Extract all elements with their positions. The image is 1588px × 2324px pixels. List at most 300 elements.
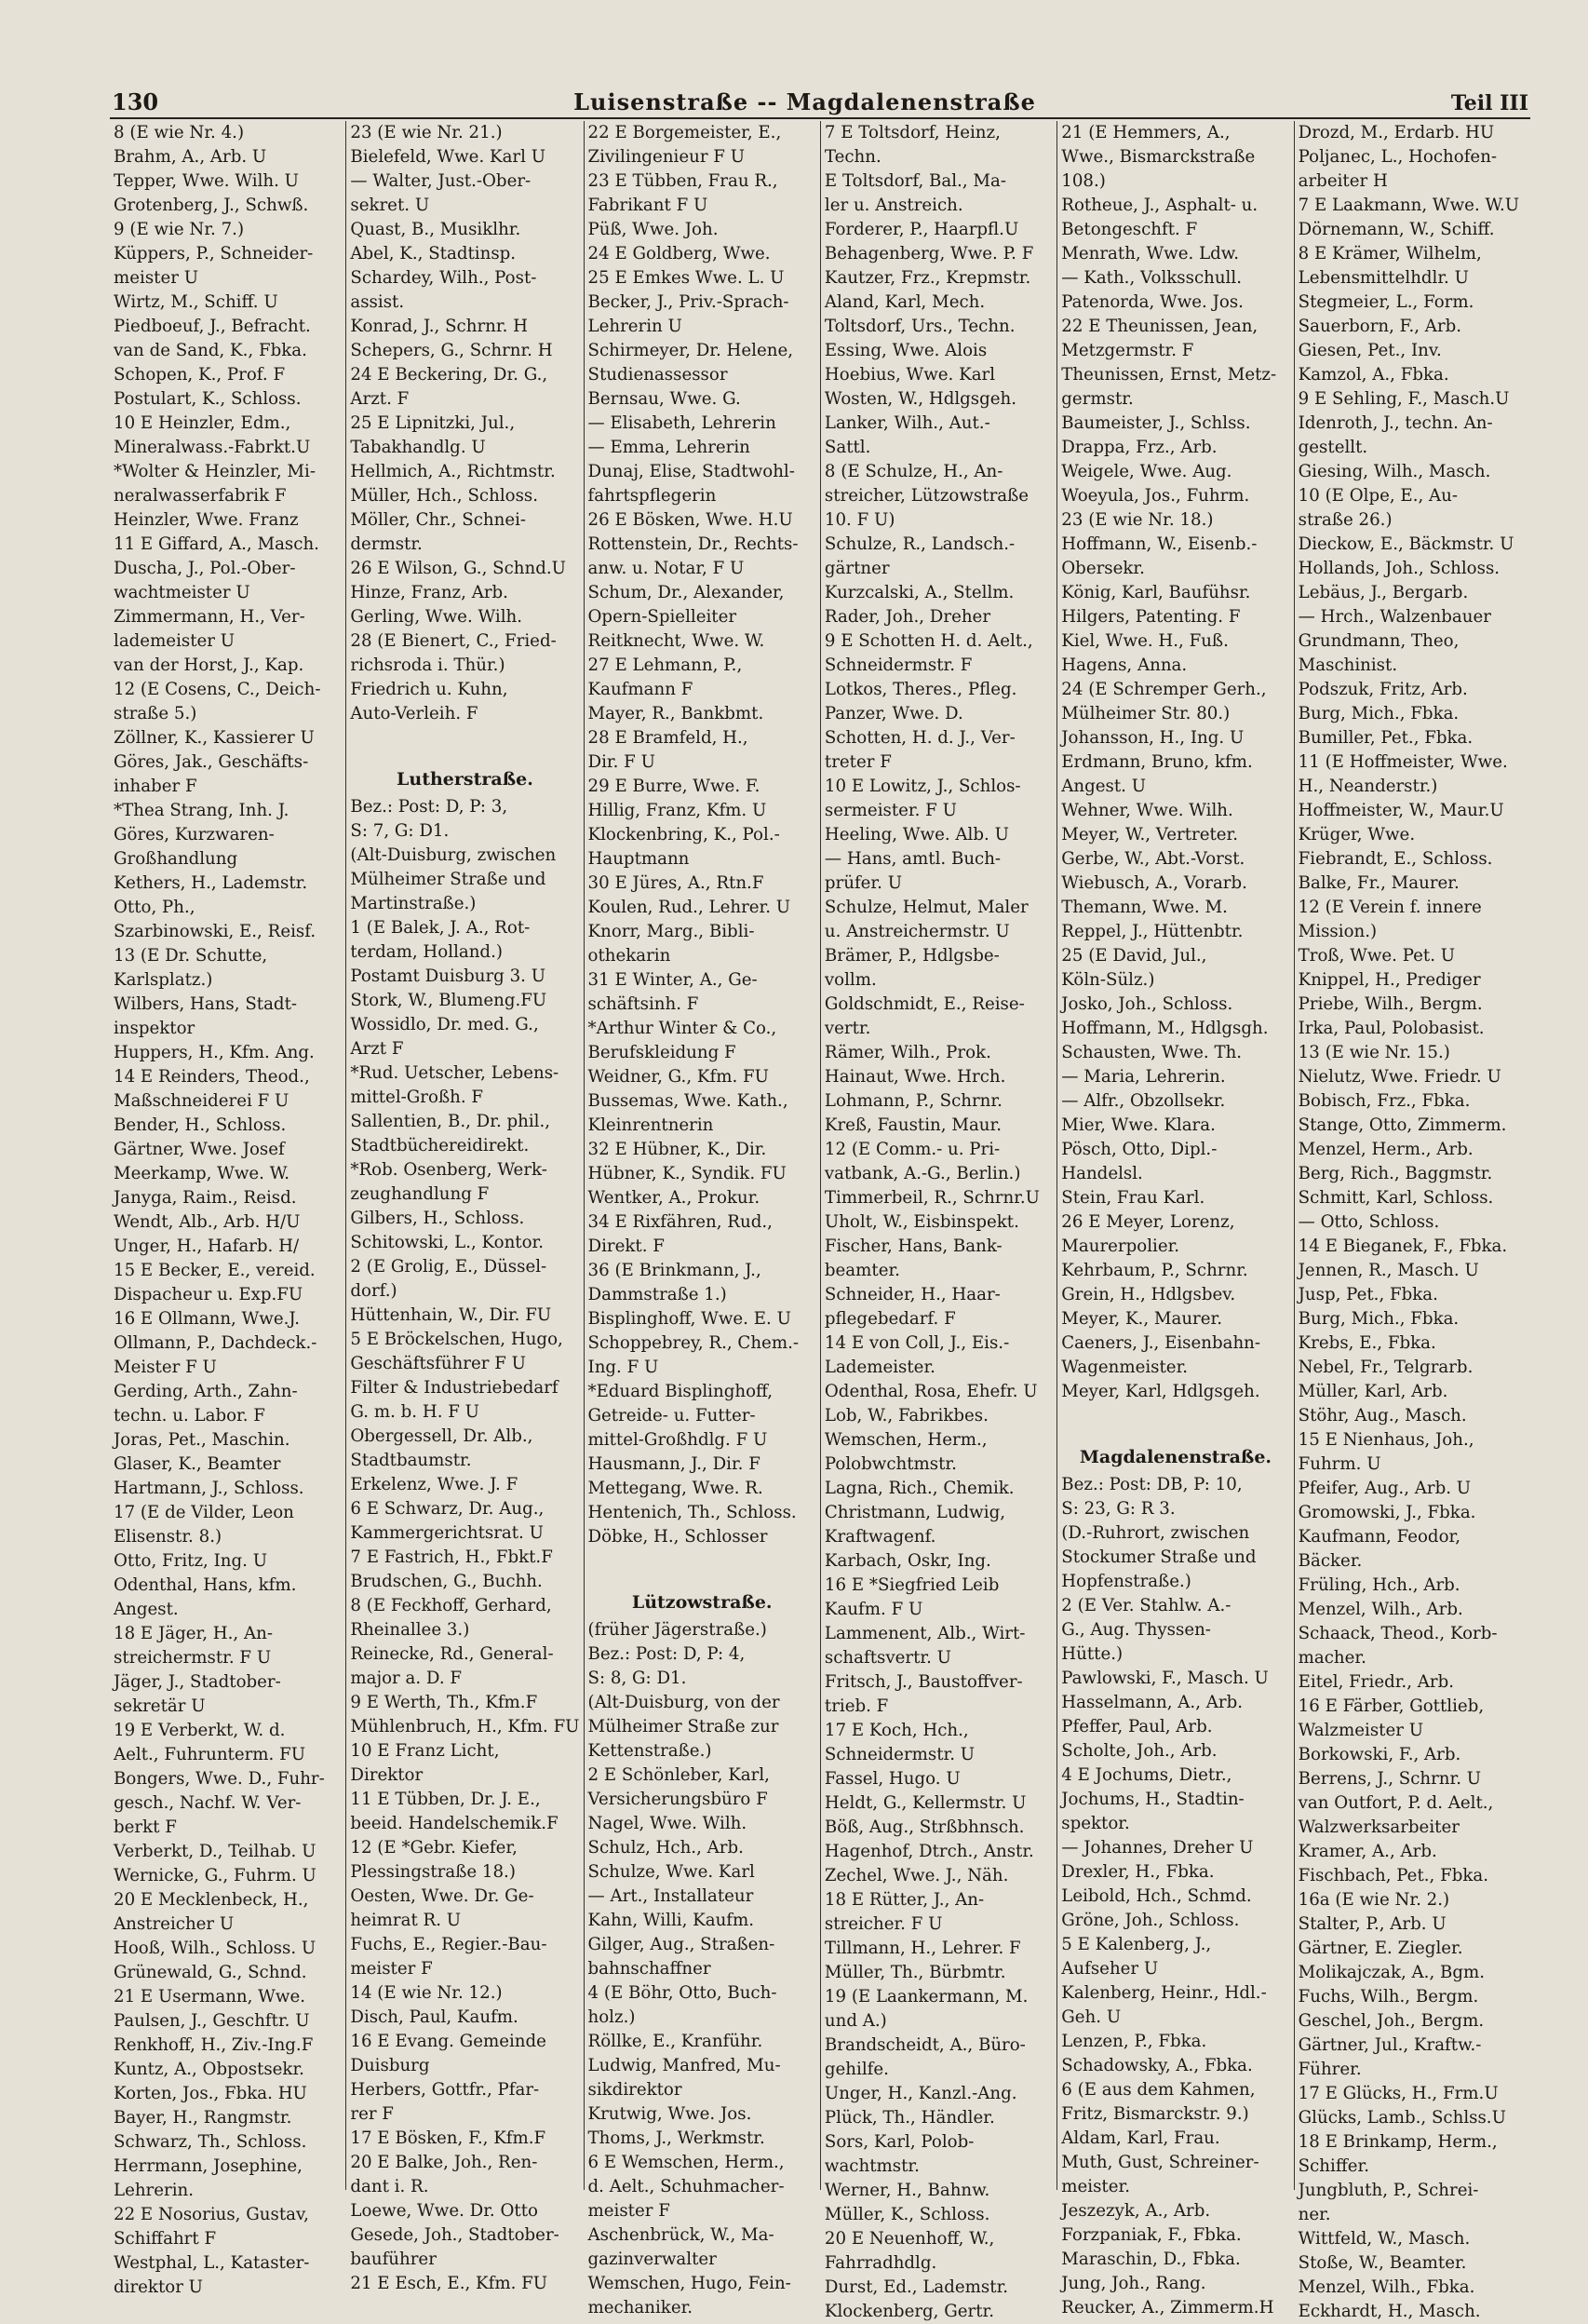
directory-entry: Bussemas, Wwe. Kath., xyxy=(587,1091,788,1111)
directory-entry: Postulart, K., Schloss. xyxy=(114,389,302,409)
directory-entry: d. Aelt., Schuhmacher- xyxy=(587,2177,785,2196)
directory-entry: Grotenberg, J., Schwß. xyxy=(114,196,309,215)
directory-entry: Gärtner, Jul., Kraftw.- xyxy=(1298,2035,1482,2055)
directory-entry: Kraftwagenf. xyxy=(824,1527,936,1547)
directory-entry: Hoebius, Wwe. Karl xyxy=(824,365,996,385)
directory-entry: Hollands, Joh., Schloss. xyxy=(1298,559,1501,578)
directory-entry: Fritz, Bismarckstr. 9.) xyxy=(1061,2104,1249,2124)
directory-entry: spektor. xyxy=(1061,1814,1130,1833)
directory-entry: wachtmeister U xyxy=(114,583,250,602)
directory-entry: 26 E Wilson, G., Schnd.U xyxy=(350,559,566,578)
directory-entry: macher. xyxy=(1298,1648,1366,1668)
directory-entry: Mühlenbruch, H., Kfm. FU xyxy=(350,1717,580,1736)
directory-entry: Gerling, Wwe. Wilh. xyxy=(350,607,523,627)
directory-entry: Maurerpolier. xyxy=(1061,1236,1180,1256)
directory-entry: Opern-Spielleiter xyxy=(587,607,737,627)
directory-entry: Hagenhof, Dtrch., Anstr. xyxy=(824,1842,1034,1861)
directory-entry: Hooß, Wilh., Schloss. U xyxy=(114,1939,316,1958)
directory-entry: 13 (E wie Nr. 15.) xyxy=(1298,1043,1450,1062)
directory-entry: othekarin xyxy=(587,946,671,966)
directory-entry: Themann, Wwe. M. xyxy=(1061,898,1228,917)
directory-entry: Gärtner, E. Ziegler. xyxy=(1298,1939,1463,1958)
directory-entry: Wiebusch, A., Vorarb. xyxy=(1061,873,1247,893)
directory-entry: 22 E Theunissen, Jean, xyxy=(1061,317,1258,336)
directory-entry: Ollmann, P., Dachdeck.- xyxy=(114,1333,317,1353)
directory-entry: *Wolter & Heinzler, Mi- xyxy=(114,462,316,481)
directory-entry: Plück, Th., Händler. xyxy=(824,2108,995,2128)
directory-entry: 4 E Jochums, Dietr., xyxy=(1061,1765,1232,1785)
directory-entry: Quast, B., Musiklhr. xyxy=(350,220,521,239)
directory-entry: sikdirektor xyxy=(587,2080,682,2100)
directory-entry: Molikajczak, A., Bgm. xyxy=(1298,1963,1486,1982)
directory-entry: 12 (E Verein f. innere xyxy=(1298,898,1482,917)
directory-entry: Betongeschft. F xyxy=(1061,220,1198,239)
directory-entry: 6 E Schwarz, Dr. Aug., xyxy=(350,1499,545,1519)
directory-entry: (früher Jägerstraße.) xyxy=(587,1620,767,1640)
directory-entry: Anstreicher U xyxy=(114,1914,235,1934)
directory-entry: 13 (E Dr. Schutte, xyxy=(114,946,268,966)
directory-entry: 19 E Verberkt, W. d. xyxy=(114,1721,286,1740)
directory-entry: 17 E Glücks, H., Frm.U xyxy=(1298,2084,1499,2103)
directory-entry: Weidner, G., Kfm. FU xyxy=(587,1067,769,1087)
directory-entry: sekret. U xyxy=(350,196,430,215)
directory-entry: gazinverwalter xyxy=(587,2250,717,2269)
directory-entry: Hentenich, Th., Schloss. xyxy=(587,1503,797,1522)
directory-entry: Fritsch, J., Baustoffver- xyxy=(824,1672,1023,1692)
directory-entry: 31 E Winter, A., Ge- xyxy=(587,970,758,990)
directory-entry: Eckhardt, H., Masch. xyxy=(1298,2302,1481,2321)
directory-entry: Weigele, Wwe. Aug. xyxy=(1061,462,1232,481)
directory-entry: Zöllner, K., Kassierer U xyxy=(114,728,315,748)
directory-entry: Meyer, Karl, Hdlgsgeh. xyxy=(1061,1382,1260,1401)
directory-entry: Wemschen, Hugo, Fein- xyxy=(587,2274,791,2293)
directory-entry: 22 E Nosorius, Gustav, xyxy=(114,2205,309,2224)
directory-entry: G. m. b. H. F U xyxy=(350,1402,479,1422)
directory-entry: gehilfe. xyxy=(824,2060,889,2079)
directory-entry: Arzt F xyxy=(350,1039,404,1059)
directory-entry: Brandscheidt, A., Büro- xyxy=(824,2035,1026,2055)
directory-entry: 26 E Meyer, Lorenz, xyxy=(1061,1212,1235,1232)
directory-entry: 12 (E Comm.- u. Pri- xyxy=(824,1140,1001,1159)
directory-entry: 4 (E Böhr, Otto, Buch- xyxy=(587,1983,777,2003)
directory-entry: beeid. Handelschemik.F xyxy=(350,1814,558,1833)
directory-entry: Werner, H., Bahnw. xyxy=(824,2181,990,2200)
directory-entry: rer F xyxy=(350,2104,394,2124)
directory-entry: 11 E Tübben, Dr. J. E., xyxy=(350,1790,541,1809)
directory-entry: Lehrerin. xyxy=(114,2181,195,2200)
directory-entry: 23 (E wie Nr. 21.) xyxy=(350,123,503,142)
directory-entry: Schopen, K., Prof. F xyxy=(114,365,286,385)
directory-entry: Balke, Fr., Maurer. xyxy=(1298,873,1460,893)
directory-entry: Schausten, Wwe. Th. xyxy=(1061,1043,1243,1062)
columns-container xyxy=(110,121,1530,2321)
directory-entry: Sallentien, B., Dr. phil., xyxy=(350,1112,551,1131)
directory-entry: Woeyula, Jos., Fuhrm. xyxy=(1061,486,1250,506)
directory-entry: Grein, H., Hdlgsbev. xyxy=(1061,1285,1236,1304)
directory-entry: vertr. xyxy=(824,1019,871,1038)
directory-entry: Lagna, Rich., Chemik. xyxy=(824,1479,1015,1498)
directory-entry: Odenthal, Rosa, Ehefr. U xyxy=(824,1382,1038,1401)
directory-entry: Disch, Paul, Kaufm. xyxy=(350,2007,518,2027)
directory-entry: 7 E Toltsdorf, Heinz, xyxy=(824,123,1001,142)
directory-entry: Drozd, M., Erdarb. HU xyxy=(1298,123,1495,142)
directory-entry: (D.-Ruhrort, zwischen xyxy=(1061,1523,1250,1543)
directory-entry: Schneidermstr. U xyxy=(824,1745,976,1764)
directory-entry: Bongers, Wwe. D., Fuhr- xyxy=(114,1769,325,1789)
directory-entry: Püß, Wwe. Joh. xyxy=(587,220,719,239)
directory-entry: Klockenbring, K., Pol.- xyxy=(587,825,780,844)
directory-entry: Hausmann, J., Dir. F xyxy=(587,1454,760,1474)
directory-entry: Nebel, Fr., Telgrarb. xyxy=(1298,1358,1474,1377)
directory-entry: Kaufmann, Feodor, xyxy=(1298,1527,1461,1547)
directory-entry: 5 E Bröckelschen, Hugo, xyxy=(350,1330,563,1349)
directory-entry: Schoppebrey, R., Chem.- xyxy=(587,1333,799,1353)
directory-entry: Röllke, E., Kranführ. xyxy=(587,2032,763,2051)
column-6 xyxy=(1295,121,1530,2321)
directory-entry: Thoms, J., Werkmstr. xyxy=(587,2128,765,2148)
directory-entry: Tepper, Wwe. Wilh. U xyxy=(114,171,299,191)
directory-entry: Maraschin, D., Fbka. xyxy=(1061,2250,1241,2269)
directory-entry: Menzel, Herm., Arb. xyxy=(1298,1140,1474,1159)
directory-entry: Berrens, J., Schrnr. U xyxy=(1298,1769,1482,1789)
directory-entry: Menrath, Wwe. Ldw. xyxy=(1061,244,1239,263)
directory-entry: Duisburg xyxy=(350,2056,430,2075)
directory-entry: techn. u. Labor. F xyxy=(114,1406,265,1425)
directory-entry: Hillig, Franz, Kfm. U xyxy=(587,801,767,820)
directory-entry: *Eduard Bisplinghoff, xyxy=(587,1382,774,1401)
directory-entry: Kaufmann F xyxy=(587,680,693,699)
directory-entry: Kehrbaum, P., Schrnr. xyxy=(1061,1261,1248,1280)
directory-entry: — Kath., Volksschull. xyxy=(1061,268,1242,288)
directory-entry: Burg, Mich., Fbka. xyxy=(1298,704,1460,723)
directory-entry: Kiel, Wwe. H., Fuß. xyxy=(1061,631,1229,651)
directory-entry: trieb. F xyxy=(824,1696,889,1716)
directory-entry: 7 E Fastrich, H., Fbkt.F xyxy=(350,1547,553,1567)
street-heading: Lutherstraße. xyxy=(397,769,533,790)
directory-entry: Göres, Jak., Geschäfts- xyxy=(114,752,309,772)
directory-entry: 10 (E Olpe, E., Au- xyxy=(1298,486,1459,506)
directory-entry: Paulsen, J., Geschftr. U xyxy=(114,2011,310,2031)
directory-entry: Stegmeier, L., Form. xyxy=(1298,292,1474,312)
directory-entry: Fischbach, Pet., Fbka. xyxy=(1298,1866,1489,1885)
directory-entry: vollm. xyxy=(824,970,877,990)
directory-entry: 16 E Evang. Gemeinde xyxy=(350,2032,546,2051)
directory-entry: Glaser, K., Beamter xyxy=(114,1454,281,1474)
directory-entry: Fischer, Hans, Bank- xyxy=(824,1236,1003,1256)
directory-entry: Menzel, Wilh., Arb. xyxy=(1298,1600,1463,1619)
directory-entry: Kurzcalski, A., Stellm. xyxy=(824,583,1015,602)
directory-entry: Essing, Wwe. Alois xyxy=(824,341,988,360)
directory-entry: 8 (E Schulze, H., An- xyxy=(824,462,1003,481)
directory-entry: dorf.) xyxy=(350,1281,397,1301)
column-4 xyxy=(821,121,1057,2321)
directory-entry: 10 E Franz Licht, xyxy=(350,1741,500,1761)
directory-entry: Bez.: Post: D, P: 3, xyxy=(350,797,508,817)
directory-entry: Schardey, Wilh., Post- xyxy=(350,268,537,288)
directory-entry: van de Sand, K., Fbka. xyxy=(114,341,307,360)
directory-entry: Aldam, Karl, Frau. xyxy=(1061,2128,1220,2148)
directory-entry: Mülheimer Straße zur xyxy=(587,1717,779,1736)
directory-entry: u. Anstreichermstr. U xyxy=(824,922,1010,941)
directory-entry: Schadowsky, A., Fbka. xyxy=(1061,2056,1253,2075)
directory-entry: Toltsdorf, Urs., Techn. xyxy=(824,317,1016,336)
directory-entry: Bäcker. xyxy=(1298,1551,1363,1571)
directory-entry: Hagens, Anna. xyxy=(1061,655,1188,675)
directory-entry: Hüttenhain, W., Dir. FU xyxy=(350,1305,552,1325)
directory-entry: Fassel, Hugo. U xyxy=(824,1769,961,1789)
directory-entry: Mülheimer Str. 80.) xyxy=(1061,704,1231,723)
directory-entry: schaftsvertr. U xyxy=(824,1648,951,1668)
directory-entry: Geh. U xyxy=(1061,2007,1122,2027)
directory-entry: 16 E *Siegfried Leib xyxy=(824,1575,1000,1595)
directory-entry: Stange, Otto, Zimmerm. xyxy=(1298,1115,1507,1135)
directory-entry: Angest. U xyxy=(1061,777,1147,796)
directory-entry: van der Horst, J., Kap. xyxy=(114,655,304,675)
directory-entry: beamter. xyxy=(824,1261,900,1280)
page-title: Luisenstraße -- Magdalenenstraße xyxy=(573,88,1036,115)
directory-entry: Handelsl. xyxy=(1061,1164,1143,1183)
directory-entry: inhaber F xyxy=(114,777,197,796)
directory-entry: 10. F U) xyxy=(824,510,895,530)
directory-entry: Martinstraße.) xyxy=(350,894,477,913)
directory-entry: Hasselmann, A., Arb. xyxy=(1061,1693,1244,1712)
directory-entry: Patenorda, Wwe. Jos. xyxy=(1061,292,1244,312)
directory-entry: Mier, Wwe. Klara. xyxy=(1061,1115,1216,1135)
directory-entry: neralwasserfabrik F xyxy=(114,486,287,506)
directory-entry: Heldt, G., Kellermstr. U xyxy=(824,1793,1027,1813)
directory-entry: Großhandlung xyxy=(114,849,238,869)
directory-entry: holz.) xyxy=(587,2007,636,2027)
directory-entry: Rämer, Wilh., Prok. xyxy=(824,1043,991,1062)
directory-entry: gestellt. xyxy=(1298,438,1368,457)
directory-entry: Aelt., Fuhrunterm. FU xyxy=(114,1745,306,1764)
directory-entry: gesch., Nachf. W. Ver- xyxy=(114,1793,302,1813)
directory-entry: Grünewald, G., Schnd. xyxy=(114,1963,307,1982)
directory-entry: König, Karl, Baufühsr. xyxy=(1061,583,1251,602)
directory-entry: meister F xyxy=(587,2201,670,2221)
directory-entry: Küppers, P., Schneider- xyxy=(114,244,314,263)
directory-entry: Stalter, P., Arb. U xyxy=(1298,1914,1447,1934)
directory-entry: 30 E Jüres, A., Rtn.F xyxy=(587,873,764,893)
column-2 xyxy=(346,121,584,2293)
directory-entry: Rotheue, J., Asphalt- u. xyxy=(1061,196,1258,215)
directory-entry: Joras, Pet., Maschin. xyxy=(114,1430,290,1450)
directory-entry: Schum, Dr., Alexander, xyxy=(587,583,785,602)
directory-entry: Zivilingenieur F U xyxy=(587,147,746,167)
directory-entry: Maschinist. xyxy=(1298,655,1398,675)
directory-entry: Dispacheur u. Exp.FU xyxy=(114,1285,303,1304)
directory-entry: Getreide- u. Futter- xyxy=(587,1406,756,1425)
directory-entry: Wagenmeister. xyxy=(1061,1358,1189,1377)
directory-entry: sermeister. F U xyxy=(824,801,957,820)
directory-entry: — Walter, Just.-Ober- xyxy=(350,171,532,191)
directory-entry: 25 (E David, Jul., xyxy=(1061,946,1207,966)
directory-entry: 22 E Borgemeister, E., xyxy=(587,123,782,142)
directory-entry: terdam, Holland.) xyxy=(350,942,503,962)
directory-entry: Dammstraße 1.) xyxy=(587,1285,727,1304)
directory-entry: Postamt Duisburg 3. U xyxy=(350,966,546,986)
directory-entry: Konrad, J., Schrnr. H xyxy=(350,317,528,336)
directory-entry: Walzmeister U xyxy=(1298,1721,1424,1740)
directory-entry: Dörnemann, W., Schiff. xyxy=(1298,220,1495,239)
directory-entry: — Alfr., Obzollsekr. xyxy=(1061,1091,1226,1111)
directory-entry: Panzer, Wwe. D. xyxy=(824,704,963,723)
directory-entry: 6 (E aus dem Kahmen, xyxy=(1061,2080,1256,2100)
directory-entry: Bernsau, Wwe. G. xyxy=(587,389,741,409)
directory-entry: 8 (E wie Nr. 4.) xyxy=(114,123,245,142)
directory-entry: Gesede, Joh., Stadtober- xyxy=(350,2225,559,2245)
directory-entry: Rheinallee 3.) xyxy=(350,1620,470,1640)
directory-entry: Krüger, Wwe. xyxy=(1298,825,1416,844)
directory-entry: Pösch, Otto, Dipl.- xyxy=(1061,1140,1218,1159)
directory-entry: 11 E Giffard, A., Masch. xyxy=(114,534,319,554)
directory-entry: Rader, Joh., Dreher xyxy=(824,607,991,627)
directory-entry: 36 (E Brinkmann, J., xyxy=(587,1261,761,1280)
directory-entry: Kettenstraße.) xyxy=(587,1741,712,1761)
directory-entry: assist. xyxy=(350,292,405,312)
directory-entry: Lanker, Wilh., Aut.- xyxy=(824,413,990,433)
column-5 xyxy=(1057,121,1294,2317)
directory-entry: 16 E Ollmann, Wwe.J. xyxy=(114,1309,301,1329)
directory-entry: — Maria, Lehrerin. xyxy=(1061,1067,1226,1087)
directory-entry: Pfeffer, Paul, Arb. xyxy=(1061,1717,1213,1736)
directory-entry: Verberkt, D., Teilhab. U xyxy=(114,1842,316,1861)
directory-entry: Knorr, Marg., Bibli- xyxy=(587,922,755,941)
directory-entry: 14 E Reinders, Theod., xyxy=(114,1067,310,1087)
directory-entry: Gilger, Aug., Straßen- xyxy=(587,1935,775,1954)
directory-entry: 9 E Sehling, F., Masch.U xyxy=(1298,389,1510,409)
directory-entry: Wernicke, G., Fuhrm. U xyxy=(114,1866,316,1885)
directory-entry: Aland, Karl, Mech. xyxy=(824,292,986,312)
directory-entry: 20 E Mecklenbeck, H., xyxy=(114,1890,309,1910)
directory-entry: germstr. xyxy=(1061,389,1134,409)
directory-entry: Jusp, Pet., Fbka. xyxy=(1298,1285,1438,1304)
directory-entry: Theunissen, Ernst, Metz- xyxy=(1061,365,1277,385)
directory-entry: Wossidlo, Dr. med. G., xyxy=(350,1015,539,1034)
directory-entry: Fabrikant F U xyxy=(587,196,708,215)
directory-entry: 25 E Emkes Wwe. L. U xyxy=(587,268,785,288)
directory-entry: Berufskleidung F xyxy=(587,1043,736,1062)
directory-entry: Dieckow, E., Bäckmstr. U xyxy=(1298,534,1514,554)
directory-entry: Hoffmann, M., Hdlgsgh. xyxy=(1061,1019,1269,1038)
directory-entry: Grundmann, Theo, xyxy=(1298,631,1460,651)
directory-entry: 7 E Laakmann, Wwe. W.U xyxy=(1298,196,1520,215)
directory-entry: Reitknecht, Wwe. W. xyxy=(587,631,765,651)
directory-entry: Loewe, Wwe. Dr. Otto xyxy=(350,2201,538,2221)
directory-entry: gärtner xyxy=(824,559,890,578)
directory-entry: 11 (E Hoffmeister, Wwe. xyxy=(1298,752,1508,772)
directory-entry: Bisplinghoff, Wwe. E. U xyxy=(587,1309,791,1329)
directory-entry: — Art., Installateur xyxy=(587,1886,754,1906)
directory-entry: 24 (E Schremper Gerh., xyxy=(1061,680,1267,699)
directory-entry: prüfer. U xyxy=(824,873,903,893)
directory-entry: E Toltsdorf, Bal., Ma- xyxy=(824,171,1006,191)
directory-entry: straße 5.) xyxy=(114,704,197,723)
directory-entry: Sattl. xyxy=(824,438,871,457)
directory-entry: Schulze, Wwe. Karl xyxy=(587,1862,755,1882)
directory-entry: 24 E Beckering, Dr. G., xyxy=(350,365,548,385)
directory-entry: Fuchs, E., Regier.-Bau- xyxy=(350,1935,547,1954)
directory-entry: Müller, Hch., Schloss. xyxy=(350,486,539,506)
directory-entry: Schulz, Hch., Arb. xyxy=(587,1838,744,1858)
directory-entry: 8 E Krämer, Wilhelm, xyxy=(1298,244,1482,263)
directory-entry: Angest. xyxy=(114,1600,179,1619)
directory-entry: 29 E Burre, Wwe. F. xyxy=(587,777,760,796)
directory-entry: Korten, Jos., Fbka. HU xyxy=(114,2084,307,2103)
directory-entry: Goldschmidt, E., Reise- xyxy=(824,994,1025,1014)
directory-entry: Lebäus, J., Bergarb. xyxy=(1298,583,1469,602)
directory-entry: Leibold, Hch., Schmd. xyxy=(1061,1886,1252,1906)
directory-entry: Reppel, J., Hüttenbtr. xyxy=(1061,922,1244,941)
directory-entry: Poljanec, L., Hochofen- xyxy=(1298,147,1498,167)
directory-entry: Reucker, A., Zimmerm.H xyxy=(1061,2298,1274,2317)
directory-entry: Nagel, Wwe. Wilh. xyxy=(587,1814,747,1833)
directory-entry: Kleinrentnerin xyxy=(587,1115,714,1135)
directory-entry: Heinzler, Wwe. Franz xyxy=(114,510,299,530)
directory-entry: Bielefeld, Wwe. Karl U xyxy=(350,147,546,167)
directory-entry: Müller, Karl, Arb. xyxy=(1298,1382,1448,1401)
directory-entry: richsroda i. Thür.) xyxy=(350,655,505,675)
directory-entry: Mayer, R., Bankbmt. xyxy=(587,704,764,723)
directory-entry: Wentker, A., Prokur. xyxy=(587,1188,760,1208)
directory-entry: dant i. R. xyxy=(350,2177,429,2196)
directory-entry: Hilgers, Patenting. F xyxy=(1061,607,1241,627)
directory-entry: 21 E Esch, E., Kfm. FU xyxy=(350,2274,548,2293)
directory-entry: 12 (E *Gebr. Kiefer, xyxy=(350,1838,518,1858)
directory-entry: Wehner, Wwe. Wilh. xyxy=(1061,801,1233,820)
directory-entry: Stoße, W., Beamter. xyxy=(1298,2253,1467,2273)
directory-entry: Nielutz, Wwe. Friedr. U xyxy=(1298,1067,1501,1087)
directory-entry: Jung, Joh., Rang. xyxy=(1061,2274,1206,2293)
directory-entry: 2 (E Grolig, E., Düssel- xyxy=(350,1257,547,1277)
directory-entry: Gärtner, Wwe. Josef xyxy=(114,1140,285,1159)
directory-entry: Hübner, K., Syndik. FU xyxy=(587,1164,787,1183)
directory-entry: Sauerborn, F., Arb. xyxy=(1298,317,1462,336)
directory-entry: Abel, K., Stadtinsp. xyxy=(350,244,517,263)
directory-entry: Eitel, Friedr., Arb. xyxy=(1298,1672,1455,1692)
page-number: 130 xyxy=(112,88,159,115)
directory-entry: Kahn, Willi, Kaufm. xyxy=(587,1911,755,1930)
directory-entry: Troß, Wwe. Pet. U xyxy=(1298,946,1456,966)
directory-entry: 26 E Bösken, Wwe. H.U xyxy=(587,510,793,530)
directory-entry: Menzel, Wilh., Fbka. xyxy=(1298,2277,1475,2297)
directory-entry: Geschäftsführer F U xyxy=(350,1354,526,1373)
directory-entry: Wosten, W., Hdlgsgeh. xyxy=(824,389,1017,409)
directory-entry: Schulze, R., Landsch.- xyxy=(824,534,1016,554)
directory-entry: Wendt, Alb., Arb. H/U xyxy=(114,1212,301,1232)
directory-entry: 2 (E Ver. Stahlw. A.- xyxy=(1061,1596,1231,1615)
directory-entry: Müller, K., Schloss. xyxy=(824,2205,990,2224)
directory-entry: Idenroth, J., techn. An- xyxy=(1298,413,1493,433)
directory-entry: Schneider, H., Haar- xyxy=(824,1285,1001,1304)
directory-entry: Schepers, G., Schrnr. H xyxy=(350,341,553,360)
directory-entry: Böß, Aug., Strßbhnsch. xyxy=(824,1817,1025,1837)
directory-entry: inspektor xyxy=(114,1019,195,1038)
directory-entry: Johansson, H., Ing. U xyxy=(1061,728,1245,748)
directory-entry: Renkhoff, H., Ziv.-Ing.F xyxy=(114,2035,314,2055)
directory-entry: Wittfeld, W., Masch. xyxy=(1298,2229,1471,2249)
directory-entry: *Thea Strang, Inh. J. xyxy=(114,801,289,820)
directory-entry: Borkowski, F., Arb. xyxy=(1298,1745,1461,1764)
directory-entry: 19 (E Laankermann, M. xyxy=(824,1987,1029,2006)
directory-entry: Unger, H., Hafarb. H/ xyxy=(114,1236,300,1256)
directory-entry: lademeister U xyxy=(114,631,236,651)
directory-entry: 25 E Lipnitzki, Jul., xyxy=(350,413,516,433)
directory-entry: — Emma, Lehrerin xyxy=(587,438,750,457)
directory-entry: Schneidermstr. F xyxy=(824,655,973,675)
directory-entry: 14 E Bieganek, F., Fbka. xyxy=(1298,1236,1508,1256)
directory-entry: Brudschen, G., Buchh. xyxy=(350,1572,543,1591)
